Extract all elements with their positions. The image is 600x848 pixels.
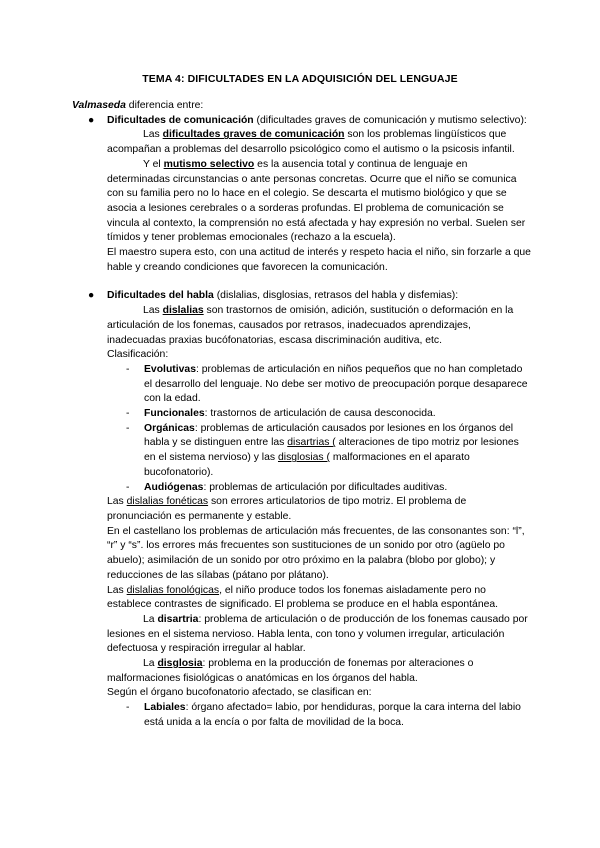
document-title: TEMA 4: DIFICULTADES EN LA ADQUISICIÓN DEL LENGUAJE	[142, 73, 458, 85]
underlined-term: dislalias fonológicas	[126, 584, 220, 596]
dash-icon: -	[126, 408, 130, 420]
paragraph	[72, 304, 532, 348]
dash-icon: -	[126, 702, 130, 714]
paragraph	[72, 584, 532, 613]
dash-term: Audiógenas	[144, 481, 204, 493]
text-span: : problema de articulación o de producción de los fonemas causado por lesiones en el sistema nervioso. Habla lenta, con tono y volumen irregular, articulación defectuosa y respiración irregular al hablar.	[107, 613, 528, 655]
text-span: son errores articulatorios de tipo motriz. El problema de pronunciación es permanente y estable.	[107, 496, 467, 522]
intro-author: Valmaseda	[72, 100, 126, 111]
text-span: Las	[107, 496, 127, 508]
key-term: disglosia	[157, 658, 203, 670]
dash-text: alteraciones de tipo motriz por lesiones en el sistema nervioso) y las	[144, 437, 519, 464]
paragraph: Según el órgano bucofonatorio afectado, se clasifican en:	[107, 687, 372, 699]
intro-paragraph	[72, 99, 532, 114]
dash-item	[72, 363, 532, 407]
dash-text: : problemas de articulación causados por lesiones en los órganos del habla y se distinguen entre las	[144, 422, 514, 449]
paragraph	[72, 158, 532, 246]
paragraph	[72, 657, 532, 686]
bullet-item-speech	[72, 289, 532, 304]
dash-term: Funcionales	[144, 408, 205, 420]
dash-term: Orgánicas	[144, 422, 195, 434]
bullet-text: (dificultades graves de comunicación y mutismo selectivo):	[253, 114, 527, 126]
underlined-term: disartrias (	[287, 437, 336, 449]
dash-icon: -	[126, 363, 130, 375]
text-span: Las	[143, 129, 163, 141]
text-span: Las	[143, 305, 163, 317]
dash-icon: -	[126, 422, 130, 434]
dash-item	[72, 481, 532, 496]
key-term: mutismo selectivo	[163, 158, 255, 170]
spacer	[72, 275, 532, 289]
bullet-text: (dislalias, disglosias, retrasos del habla y disfemias):	[213, 290, 459, 302]
bullet-heading: Dificultades del habla	[107, 290, 214, 302]
key-term: dificultades graves de comunicación	[162, 129, 345, 141]
dash-term: Evolutivas	[144, 363, 196, 375]
dash-text: : problemas de articulación en niños pequeños que no han completado el desarrollo del lenguaje. No debe ser motivo de preocupación porque desaparece con la edad.	[144, 363, 528, 405]
text-span: La	[143, 658, 158, 670]
dash-text: : problemas de articulación por dificultades auditivas.	[203, 481, 448, 493]
text-span: Y el	[143, 158, 164, 170]
intro-text: diferencia entre:	[125, 100, 204, 111]
bullet-icon: ●	[88, 290, 95, 302]
text-span: es la ausencia total y continua de lenguaje en determinadas circunstancias o ante personas concretas. Ocurre que el niño se comunica con su familia pero no lo hace en el colegio. Se descarta el mutismo biológico y que se asocia a lesiones cerebrales o a sorderas profundas. El problema de comunicación se vincula al contexto, la comprensión no está afectada y hay expresión no verbal. Suelen ser tímidos y tener problemas emocionales (rechazo a la escuela).	[107, 158, 526, 244]
dash-item	[72, 407, 532, 422]
dash-icon: -	[126, 481, 130, 493]
text-span: Las	[107, 584, 127, 596]
text-span: , el niño produce todos los fonemas aisladamente pero no establece contrastes de significado. El problema se produce en el habla espontánea.	[107, 584, 499, 611]
paragraph: Clasificación:	[107, 349, 169, 361]
text-span: son los problemas lingüísticos que acompañan a problemas del desarrollo psicológico como el autismo o la psicosis infantil.	[107, 129, 515, 156]
dash-text: : órgano afectado= labio, por hendiduras, porque la cara interna del labio está unida a la encía o por falta de movilidad de la boca.	[144, 702, 521, 728]
dash-item	[72, 701, 532, 730]
bullet-item-communication	[72, 114, 532, 129]
paragraph	[72, 613, 532, 657]
text-span: son trastornos de omisión, adición, sustitución o deformación en la articulación de los fonemas, causados por retrasos, inadecuados aprendizajes, inadecuadas praxias bucófonatorias, escasa discriminación auditiva, etc.	[107, 305, 514, 346]
dash-text: malformaciones en el aparato bucofonatorio).	[144, 452, 470, 478]
paragraph: El maestro supera esto, con una actitud de interés y respeto hacia el niño, sin forzarle a que hable y creando condiciones que favorecen la comunicación.	[107, 247, 531, 273]
key-term: disartria	[157, 613, 199, 625]
underlined-term: disglosias (	[277, 452, 330, 464]
dash-term: Labiales	[144, 702, 186, 714]
paragraph: En el castellano los problemas de articulación más frecuentes, de las consonantes son: “l”, “r” y “s”. los errores más frecuentes son sustituciones de un sonido por otro (agüelo po abuelo); asimilación de un sonido por otro próximo en la palabra (blobo por globo); y reducciones de las sílabas (pátano por plátano).	[107, 525, 525, 581]
text-span: La	[143, 613, 158, 625]
underlined-term: dislalias fonéticas	[126, 496, 209, 508]
dash-item	[72, 422, 532, 481]
document-body	[72, 99, 532, 731]
paragraph	[72, 495, 532, 524]
bullet-icon: ●	[88, 114, 95, 126]
paragraph	[72, 128, 532, 157]
text-span: : problema en la producción de fonemas por alteraciones o malformaciones fisiológicas o anatómicas en los órganos del habla.	[107, 658, 474, 684]
bullet-heading: Dificultades de comunicación	[107, 114, 254, 126]
dash-text: : trastornos de articulación de causa desconocida.	[204, 408, 436, 420]
key-term: dislalias	[162, 305, 204, 317]
